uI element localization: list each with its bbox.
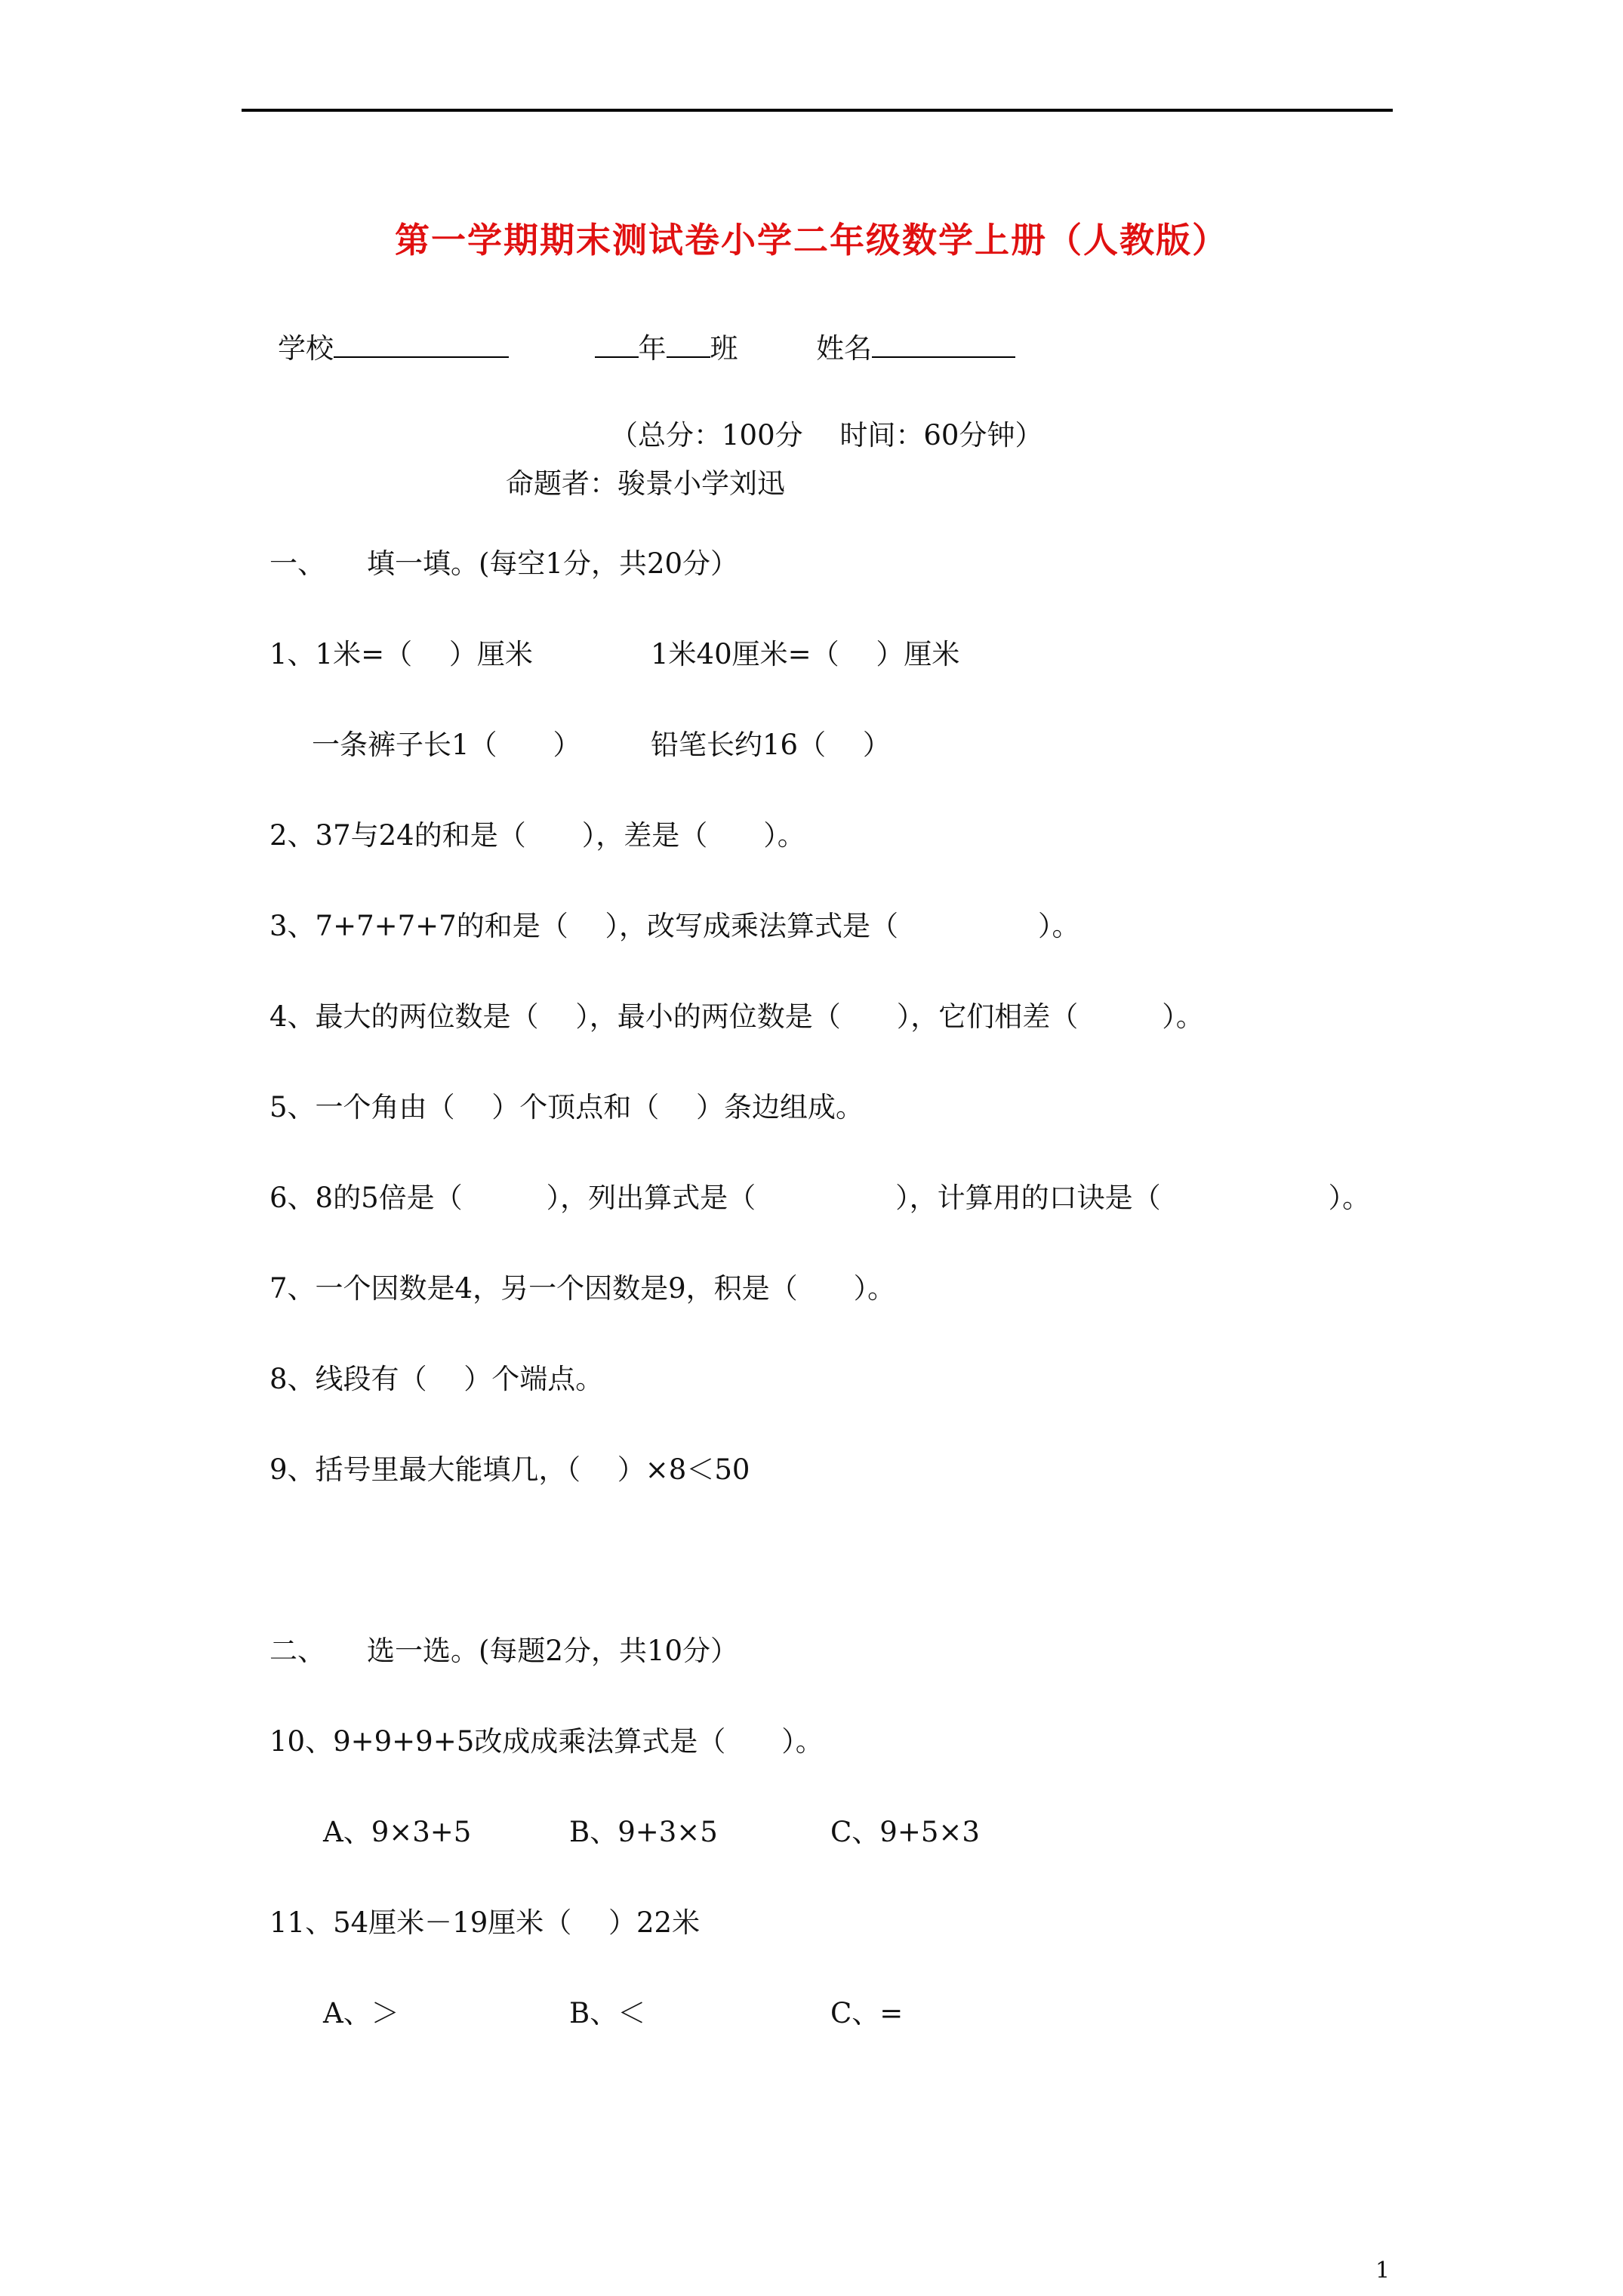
name-label: 姓名: [816, 332, 873, 365]
section1-number: 一、: [269, 547, 325, 580]
header-rule: [242, 109, 1393, 112]
question-11-option-c: C、=: [830, 1997, 904, 2029]
question-7: 7、一个因数是4，另一个因数是9，积是（ ）。: [269, 1272, 896, 1305]
score-time: （总分：100分 时间：60分钟）: [610, 419, 1043, 451]
school-blank[interactable]: [334, 331, 509, 358]
school-label: 学校: [278, 332, 334, 365]
class-label: 班: [710, 332, 738, 365]
section1-heading: 填一填。(每空1分，共20分）: [367, 547, 739, 580]
grade-label: 年: [638, 332, 667, 365]
question-10-option-a: A、9×3+5: [323, 1816, 472, 1848]
section2-heading: 选一选。(每题2分，共10分）: [367, 1635, 739, 1667]
question-6: 6、8的5倍是（ ），列出算式是（ ），计算用的口诀是（ ）。: [269, 1182, 1371, 1214]
question-9: 9、括号里最大能填几，（ ）×8＜50: [269, 1453, 750, 1486]
question-11-option-a: A、＞: [323, 1997, 399, 2029]
question-10-option-c: C、9+5×3: [830, 1816, 980, 1848]
question-1a: 1、1米=（ ）厘米: [269, 638, 533, 670]
question-10: 10、9+9+9+5改成成乘法算式是（ ）。: [269, 1725, 824, 1758]
page-number: 1: [1375, 2257, 1390, 2284]
question-5: 5、一个角由（ ）个顶点和（ ）条边组成。: [269, 1091, 864, 1123]
student-info-row: [278, 331, 1015, 365]
class-blank[interactable]: [667, 331, 710, 358]
question-2: 2、37与24的和是（ ），差是（ ）。: [269, 819, 805, 852]
grade-blank[interactable]: [595, 331, 639, 358]
question-11-option-b: B、＜: [569, 1997, 646, 2029]
question-4: 4、最大的两位数是（ ），最小的两位数是（ ），它们相差（ ）。: [269, 1000, 1204, 1033]
author-line: 命题者：骏景小学刘迅: [506, 467, 785, 500]
name-blank[interactable]: [872, 331, 1015, 358]
page-title: 第一学期期末测试卷小学二年级数学上册（人教版）: [395, 220, 1228, 260]
question-11: 11、54厘米－19厘米（ ）22米: [269, 1906, 701, 1939]
question-10-option-b: B、9+3×5: [569, 1816, 718, 1848]
question-3: 3、7+7+7+7的和是（ ），改写成乘法算式是（ ）。: [269, 910, 1080, 942]
question-1b: 1米40厘米=（ ）厘米: [651, 638, 960, 670]
question-8: 8、线段有（ ）个端点。: [269, 1363, 604, 1395]
question-1d: 铅笔长约16（ ）: [651, 729, 891, 761]
section2-number: 二、: [269, 1635, 325, 1667]
question-1c: 一条裤子长1（ ）: [312, 729, 581, 761]
